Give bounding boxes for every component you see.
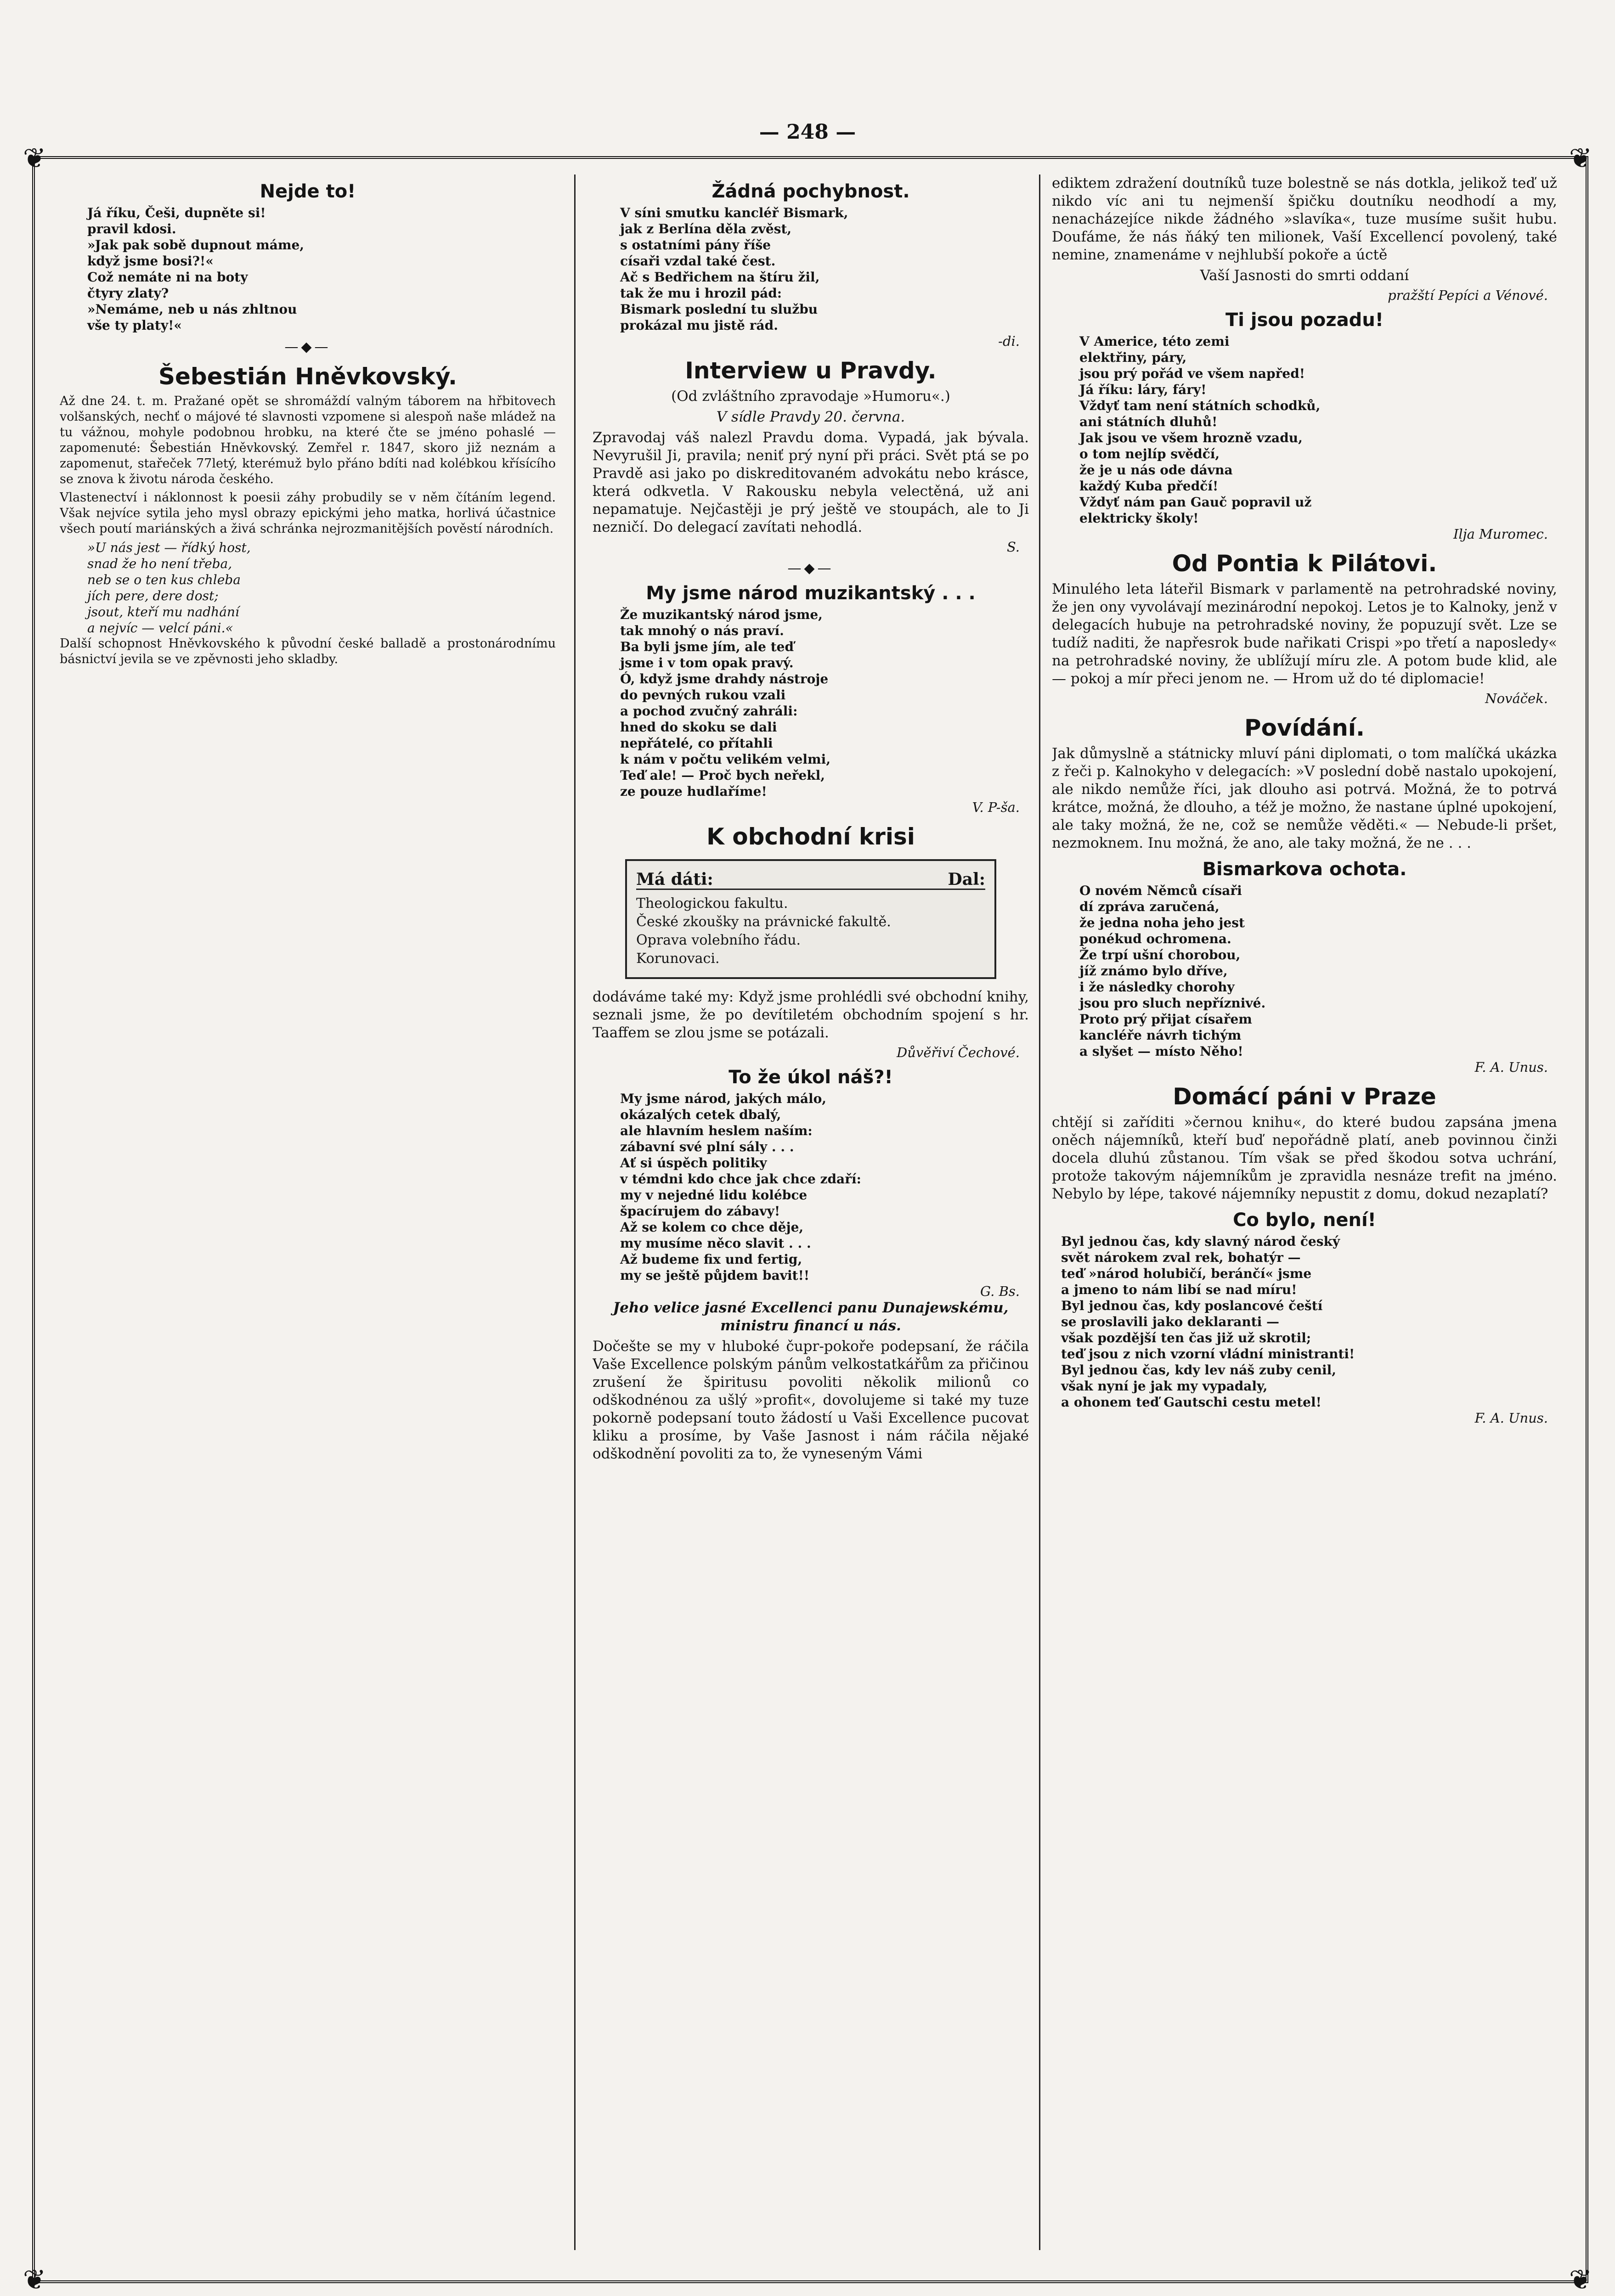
signature: -di. [998, 333, 1020, 349]
dateline: V sídle Pravdy 20. června. [716, 409, 905, 425]
paragraph: dodáváme také my: Když jsme prohlédli své obchodní knihy, seznali jsme, že po devítiletém obchodním spojení s hr. Taaffem se zlou jsme se potázali. [593, 989, 1029, 1041]
signature: V. P-ša. [972, 799, 1020, 815]
ornament-divider: —◆— [284, 339, 331, 355]
section-title: Interview u Pravdy. [685, 357, 937, 384]
verse: V síni smutku kancléř Bismark, jak z Berlína děla zvěst, s ostatními pány říše císaři vzdal také čest. Ač s Bedřichem na štíru žil, tak že mu i hrozil pád: Bismark poslední tu službu prokázal mu jistě rád. [620, 205, 848, 333]
corner-ornament-tr: ❦ [1569, 142, 1592, 174]
signature: F. A. Unus. [1474, 1410, 1548, 1426]
paragraph: Zpravodaj váš nalezl Pravdu doma. Vypadá, jak bývala. Nevyrušil Ji, pravila; neniť prý nyní při práci. Svět ptá se po Pravdě asi jako po diskreditovaném advokátu nebo krásce, která odkvetla. V Rakousku nebyla velectěná, už ani nepamatuje. Nejčastěji je prý ještě ve stoupách, ale to Ji nezničí. Do delegací zavítati nehodlá. [593, 429, 1029, 535]
verse: O novém Němců císaři dí zpráva zaručená, že jedna noha jeho jest ponékud ochromena. Že trpí ušní chorobou, jíž známo bylo dříve, i že následky chorohy jsou pro sluch nepříznivé. Proto prý přijat císařem kancléře návrh tichým a slyšet — místo Něho! [1079, 883, 1266, 1059]
ledger-line: Theologickou fakultu. [636, 895, 788, 912]
verse: Byl jednou čas, kdy slavný národ český svět nárokem zval rek, bohatýr — teď »národ holubičí, beránčí« jsme a jmeno to nám libí se nad míru! Byl jednou čas, kdy poslancové čeští se proslavili jako deklaranti — však pozdější ten čas již už skrotil; teď jsou z nich vzorní vládní ministranti! Byl jednou čas, kdy lev náš zuby cenil, však nyní je jak my vypadaly, a ohonem teď Gautschi cestu metel! [1061, 1234, 1355, 1410]
corner-ornament-bl: ❦ [23, 2264, 46, 2296]
ledger-credit: Dal: [948, 870, 985, 889]
section-title: My jsme národ muzikantský . . . [646, 583, 976, 604]
paragraph: chtějí si zaříditi »černou knihu«, do které budou zapsána jmena oněch nájemníků, kteří buď nepořádně platí, aneb povinnou činži docela dluhú zůstanou. Tím však se před škodou sotva uchrání, protože takovým nájemníkům je zpravidla nesnáze trefit na jméno. Nebylo by lépe, takové nájemníky nepustit z domu, dokud nezaplatí? [1052, 1114, 1557, 1202]
paragraph: Jak důmyslně a státnicky mluví páni diplomati, o tom malíčká ukázka z řeči p. Kalnokyho v delegacích: »V poslední době nastalo upokojení, ale nikdo nemůže říci, jak dlouho asi potrvá. Možná, že to potrvá krátce, možná, že dlouho, a též je možno, že nastane úplné upokojení, ale taky možná, že ne, což se nemůže věděti.« — Nebude-li pršet, nezmoknem. Inu možná, že ano, ale taky možná, že ne . . . [1052, 745, 1557, 851]
column-rule-2 [1039, 174, 1040, 2250]
signature: S. [1006, 539, 1020, 555]
ledger-illustration [625, 859, 996, 979]
verse: My jsme národ, jakých málo, okázalých cetek dbalý, ale hlavním heslem naším: zábavní své plní sály . . . Ať si úspěch politiky v témdni kdo chce jak chce zdaří: my v nejedné lidu kolébce špacírujem do zábavy! Až se kolem co chce děje, my musíme něco slavit . . . Až budeme fix und fertig, my se ještě půjdem bavit!! [620, 1091, 861, 1283]
section-title: Domácí páni v Praze [1173, 1083, 1436, 1110]
section-title: Co bylo, není! [1233, 1210, 1376, 1231]
article-paragraph: Vlastenectví i náklonnost k poesii záhy probudily se v něm čítáním legend. Však nejvíce sytila jeho mysl obrazy epickými jeho matka, horlivá účastnice všech poutí mariánských a živá schránka nejrozmanitějších pověstí národních. [60, 490, 556, 536]
column-3 [1052, 174, 1557, 1426]
article-paragraph: Až dne 24. t. m. Pražané opět se shromáždí valným táborem na hřbitovech volšanských, nechť o májové té slavnosti vzpomene si alespoň naše mládež na tu vážnou, mohyle podobnou hrobku, na které čte se jméno pohaslé — zapomenuté: Šebestián Hněvkovský. Zemřel r. 1847, skoro již neznám a zapomenut, stařeček 77letý, kterémuž bylo přáno bdíti nad kolébkou křísícího se znova k životu národa českého. [60, 394, 556, 486]
signature: Nováček. [1485, 691, 1548, 706]
ledger-line: Korunovaci. [636, 951, 720, 967]
section-title: Bismarkova ochota. [1202, 859, 1407, 880]
ornament-divider: —◆— [787, 560, 834, 576]
section-title: Od Pontia k Pilátovi. [1172, 550, 1437, 577]
ledger-debit: Má dáti: [636, 870, 713, 889]
article-title: Šebestián Hněvkovský. [158, 363, 457, 390]
signature: F. A. Unus. [1474, 1059, 1548, 1075]
ledger-line: České zkoušky na právnické fakultě. [636, 914, 891, 930]
section-title: To že úkol náš?! [728, 1067, 893, 1088]
column-1 [60, 174, 556, 670]
quote-verse: »U nás jest — řídký host, snad že ho není třeba, neb se o ten kus chleba jích pere, dere dost; jsout, kteří mu nadhání a nejvíc — velcí páni.« [87, 540, 251, 636]
subtitle: (Od zvláštního zpravodaje »Humoru«.) [671, 388, 950, 405]
section-title: Ti jsou pozadu! [1225, 310, 1384, 331]
paragraph: Minulého leta láteřil Bismark v parlamentě na petrohradské noviny, že jen ony vyvolávají mezinárodní nepokoj. Letos je to Kalnoky, jenž v delegacích hubuje na petrohradské noviny, že popuzují svět. Lze se tudíž naditi, že napřesrok bude nařikati Crispi »po třetí a naposledy« na petrohradské noviny, že ublížují míru zle. A potom bude klid, ale — pokoj a mír přeci jenom ne. — Hrom už do té diplomacie! [1052, 581, 1557, 687]
ledger-line: Oprava volebního řádu. [636, 932, 801, 948]
section-title: K obchodní krisi [706, 823, 915, 850]
verse: V Americe, této zemi elektřiny, páry, jsou prý pořád ve všem napřed! Já říku: láry, fáry! Vždyť tam není státních schodků, ani státních dluhů! Jak jsou ve všem hrozně vzadu, o tom nejlíp svědčí, že je u nás ode dávna každý Kuba předčí! Vždyť nám pan Gauč popravil už elektricky školy! [1079, 334, 1321, 526]
signature: G. Bs. [980, 1283, 1020, 1299]
closing: Vaší Jasnosti do smrti oddaní [1200, 267, 1409, 284]
poem-title: Nejde to! [260, 181, 356, 202]
section-title: Jeho velice jasné Excellenci panu Dunajewskému, ministru financí u nás. [613, 1300, 1009, 1334]
corner-ornament-br: ❦ [1569, 2264, 1592, 2296]
corner-ornament-tl: ❦ [23, 142, 46, 174]
column-2 [593, 174, 1029, 1466]
signature: Ilja Muromec. [1453, 526, 1548, 542]
signature: Důvěřiví Čechové. [897, 1045, 1020, 1060]
article-paragraph: Další schopnost Hněvkovského k původní české balladě a prostonárodnímu básnictví jevila se ve zpěvnosti jeho skladby. [60, 636, 556, 666]
signature: pražští Pepíci a Vénové. [1388, 287, 1548, 303]
poem-verse: Já říku, Češi, dupněte si! pravil kdosi. »Jak pak sobě dupnout máme, když jsme bosi?!« Což nemáte ni na boty čtyry zlaty? »Nemáme, neb u nás zhltnou vše ty platy!« [87, 205, 305, 333]
column-rule-1 [574, 174, 576, 2250]
paragraph: ediktem zdražení doutníků tuze bolestně se nás dotkla, jelikož teď už nikdo víc ani tu nejmenší špičku doutníku neodhodí a my, nenacházejíce nikde žádného »slavíka«, tuze musíme sušit hubu. Doufáme, že nás ňáký ten milionek, Vaší Excellencí povolený, také nemine, znamenáme v nejhlubší pokoře a úctě [1052, 175, 1557, 263]
verse: Že muzikantský národ jsme, tak mnohý o nás praví. Ba byli jsme jím, ale teď jsme i v tom opak pravý. Ó, když jsme drahdy nástroje do pevných rukou vzali a pochod zvučný zahráli: hned do skoku se dali nepřátelé, co přítahli k nám v počtu velikém velmi, Teď ale! — Proč bych neřekl, ze pouze hudlaříme! [620, 607, 831, 799]
section-title: Žádná pochybnost. [712, 181, 910, 202]
page-number: — 248 — [759, 120, 856, 144]
section-title: Povídání. [1244, 715, 1365, 741]
paragraph: Dočešte se my v hluboké čupr-pokoře podepsaní, že ráčila Vaše Excellence polským pánům velkostatkářům za přičinou zrušení že špiritusu povoliti několik milionů co odškodnénou za ušlý »profit«, dovolujeme si také my tuze pokorně podepsaní touto žádostí u Vaši Excellence pucovat kliku a prosíme, by Vaše Jasnost i nám ráčila nějaké odškodnění povoliti za to, že vyneseným Vámi [593, 1338, 1029, 1462]
